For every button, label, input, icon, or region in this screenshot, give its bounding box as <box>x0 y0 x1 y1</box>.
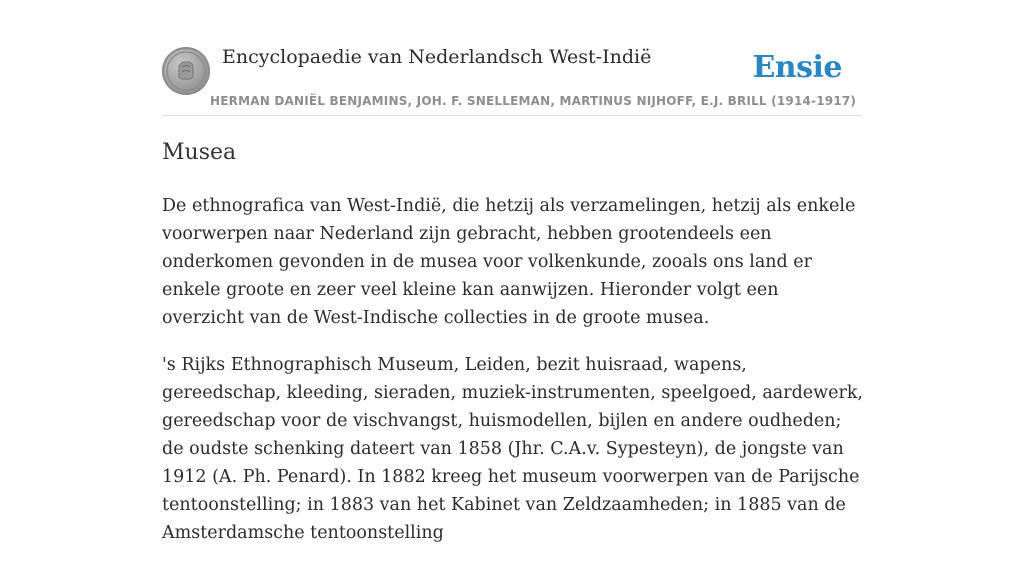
article-paragraph: 's Rijks Ethnographisch Museum, Leiden, bezit huisraad, wapens, gereedschap, kleeding, sieraden, muziek-instrumenten, speelgoed, aardewerk, gereedschap voor de vischvangst, huismodellen, bijlen en andere oudheden; de oudste schenking dateert van 1858 (Jhr. C.A.v. Sypesteyn), de jongste van 1912 (A. Ph. Penard). In 1882 kreeg het museum voorwerpen van de Parijsche tentoonstelling; in 1883 van het Kabinet van Zeldzaamheden; in 1885 van de Amsterdamsche tentoonstelling <box>162 355 863 543</box>
article-title: Musea <box>162 140 237 165</box>
source-header <box>162 40 862 116</box>
coin-medal-icon[interactable] <box>162 47 210 95</box>
article-body <box>162 192 866 566</box>
source-title[interactable]: Encyclopaedie van Nederlandsch West-Indië <box>222 46 652 68</box>
brand-logo[interactable]: Ensie <box>752 50 842 85</box>
source-meta: HERMAN DANIËL BENJAMINS, JOH. F. SNELLEMAN, MARTINUS NIJHOFF, E.J. BRILL (1914-1917) <box>210 94 857 108</box>
article-paragraph: De ethnografica van West-Indië, die hetzij als verzamelingen, hetzij als enkele voorwerpen naar Nederland zijn gebracht, hebben grootendeels een onderkomen gevonden in de musea voor volkenkunde, zooals ons land er enkele groote en zeer veel kleine kan aanwijzen. Hieronder volgt een overzicht van de West-Indische collecties in de groote musea. <box>162 196 856 328</box>
